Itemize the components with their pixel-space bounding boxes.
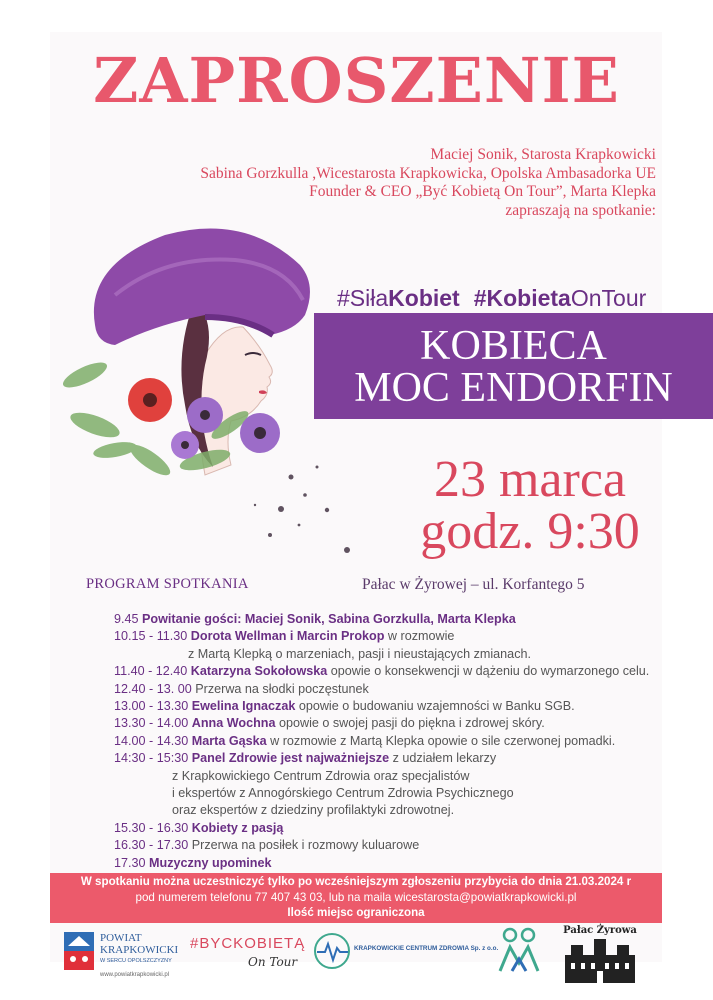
event-time: godz. 9:30 xyxy=(420,503,640,560)
people-logo-icon xyxy=(496,927,542,975)
inviter-line: zapraszają na spotkanie: xyxy=(505,201,656,219)
agenda-text: opowie o swojej pasji do piękna i zdrowej skóry. xyxy=(275,716,545,731)
notice-line-1: W spotkaniu można uczestniczyć tylko po wcześniejszym zgłoszeniu przybycia do dnia 21.03.2024 r xyxy=(80,875,632,888)
agenda-time: 14.00 - 14.30 xyxy=(114,733,189,748)
hashtag-1-b: Kobiet xyxy=(388,285,460,311)
agenda-continuation: oraz ekspertów z dziedziny profilaktyki zdrowotnej. xyxy=(172,803,455,818)
agenda-text: Przerwa na słodki poczęstunek xyxy=(195,681,369,696)
agenda-time: 12.40 - 13. 00 xyxy=(114,681,192,696)
powiat-logo xyxy=(64,932,184,982)
palace-icon xyxy=(561,939,639,983)
heart-pulse-icon xyxy=(312,931,352,971)
agenda-time: 9.45 xyxy=(114,612,139,626)
agenda-highlight: Marta Gąska xyxy=(191,733,267,748)
notice-line-3: Ilość miejsc ograniczona xyxy=(287,906,425,919)
agenda-item xyxy=(114,611,684,628)
powiat-name-1: POWIAT xyxy=(100,932,142,944)
agenda-continuation: z Martą Klepką o marzeniach, pasji i nieustających zmianach. xyxy=(188,646,531,661)
registration-notice xyxy=(50,873,662,923)
agenda-item xyxy=(114,698,684,715)
partner-logos xyxy=(0,925,713,1000)
agenda-text: opowie o budowaniu wzajemności w Banku SGB. xyxy=(295,699,575,714)
agenda-highlight: Panel Zdrowie jest najważniejsze xyxy=(191,751,390,766)
agenda-item xyxy=(114,628,684,645)
hashtag-2-a: #Kobieta xyxy=(473,285,571,311)
hashtags xyxy=(337,285,646,312)
program-agenda xyxy=(114,611,684,872)
bycko-sub: On Tour xyxy=(248,955,298,969)
inviter-line: Founder & CEO „Być Kobietą On Tour”, Marta Klepka xyxy=(309,183,656,200)
event-name-banner xyxy=(314,313,713,419)
agenda-item xyxy=(114,837,684,854)
agenda-text: z udziałem lekarzy xyxy=(389,751,497,766)
event-date-block xyxy=(380,451,680,560)
kcz-logo xyxy=(312,931,499,977)
powiat-tagline: W SERCU OPOLSZCZYZNY xyxy=(100,958,172,964)
notice-line-2: pod numerem telefonu 77 407 43 03, lub na maila wicestarosta@powiatkrapkowicki.pl xyxy=(135,890,577,904)
agenda-continuation: z Krapkowickiego Centrum Zdrowia oraz specjalistów xyxy=(172,768,470,783)
agenda-highlight: Powitanie gości: Maciej Sonik, Sabina Gorzkulla, Marta Klepka xyxy=(142,612,516,626)
agenda-item xyxy=(114,681,684,698)
agenda-time: 13.30 - 14.00 xyxy=(114,716,189,731)
agenda-time: 13.00 - 13.30 xyxy=(114,699,189,714)
agenda-highlight: Ewelina Ignaczak xyxy=(191,699,296,714)
palac-name: Pałac Żyrowa xyxy=(563,925,637,936)
agenda-item xyxy=(114,715,684,732)
coat-of-arms-icon xyxy=(64,932,94,970)
agenda-highlight: Dorota Wellman i Marcin Prokop xyxy=(190,629,385,644)
inviter-line: Maciej Sonik, Starosta Krapkowicki xyxy=(430,146,656,163)
event-place: Pałac w Żyrowej – ul. Korfantego 5 xyxy=(362,576,585,593)
agenda-item xyxy=(114,750,684,767)
agenda-time: 17.30 xyxy=(114,855,146,870)
poster-title: ZAPROSZENIE xyxy=(93,44,620,117)
agenda-item xyxy=(114,855,684,872)
agenda-time: 14:30 - 15:30 xyxy=(114,751,189,766)
agenda-time: 11.40 - 12.40 xyxy=(114,664,188,679)
agenda-highlight: Muzyczny upominek xyxy=(149,855,272,870)
agenda-highlight: Kobiety z pasją xyxy=(191,820,284,835)
hashtag-2-b: OnTour xyxy=(570,285,647,311)
palac-logo xyxy=(560,925,640,987)
agenda-item xyxy=(114,820,684,837)
bycko-main: #BYCKOBIETĄ xyxy=(190,935,306,952)
agenda-text: Przerwa na posiłek i rozmowy kuluarowe xyxy=(191,838,420,853)
agenda-highlight: Katarzyna Sokołowska xyxy=(190,664,328,679)
inviter-line: Sabina Gorzkulla ,Wicestarosta Krapkowicka, Opolska Ambasadorka UE xyxy=(200,164,656,182)
agenda-item xyxy=(114,663,684,680)
event-name-line-1: KOBIECA xyxy=(420,323,607,369)
agenda-text: w rozmowie xyxy=(384,629,455,644)
bycko-logo xyxy=(190,935,306,985)
event-name-line-2: MOC ENDORFIN xyxy=(354,365,673,411)
event-date: 23 marca xyxy=(433,451,626,508)
agenda-time: 16.30 - 17.30 xyxy=(114,838,189,853)
agenda-time: 15.30 - 16.30 xyxy=(114,820,189,835)
kcz-name: KRAPKOWICKIE CENTRUM ZDROWIA Sp. z o.o. xyxy=(354,945,499,952)
agenda-highlight: Anna Wochna xyxy=(191,716,276,731)
hashtag-1-a: #Siła xyxy=(337,285,389,311)
agenda-time: 10.15 - 11.30 xyxy=(114,629,188,644)
powiat-name-2: KRAPKOWICKI xyxy=(100,944,179,956)
agenda-text: w rozmowie z Martą Klepka opowie o sile czerwonej pomadki. xyxy=(266,733,616,748)
program-heading: PROGRAM SPOTKANIA xyxy=(86,576,249,592)
agenda-text: opowie o konsekwencji w dążeniu do wymarzonego celu. xyxy=(327,664,650,679)
powiat-url: www.powiatkrapkowicki.pl xyxy=(100,972,170,978)
agenda-item xyxy=(114,733,684,750)
agenda-continuation: i ekspertów z Annogórskiego Centrum Zdrowia Psychicznego xyxy=(172,786,514,801)
